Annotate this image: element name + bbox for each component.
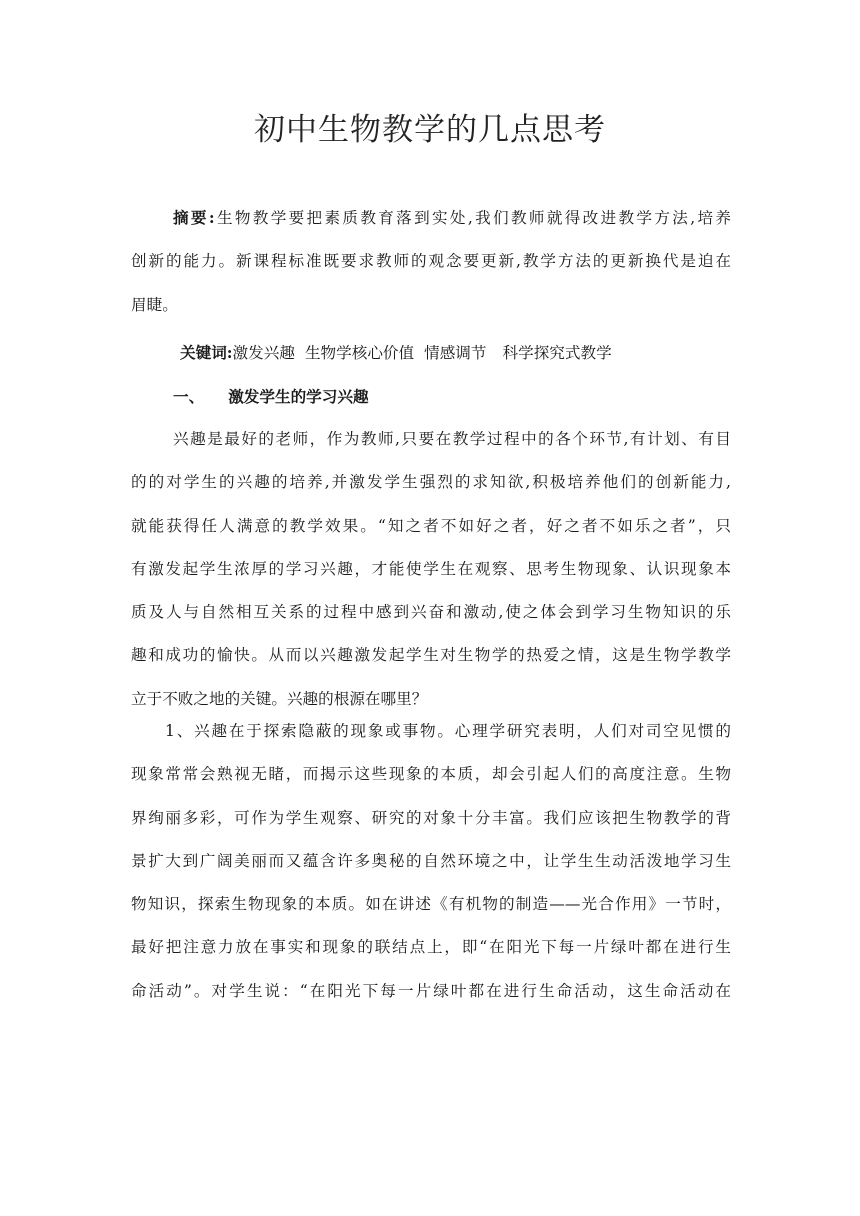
paragraph-line: 兴趣是最好的老师，作为教师,只要在教学过程中的各个环节,有计划、有目 (173, 430, 731, 448)
paragraph-line: 就能获得任人满意的教学效果。“知之者不如好之者，好之者不如乐之者”，只 (131, 516, 731, 535)
section-heading-text: 激发学生的学习兴趣 (228, 387, 369, 406)
paragraph-line: 物知识，探索生物现象的本质。如在讲述《有机物的制造——光合作用》一节时， (131, 895, 731, 914)
abstract-line: 眉睫。 (131, 295, 178, 314)
paragraph-line: 最好把注意力放在事实和现象的联结点上，即“在阳光下每一片绿叶都在进行生 (131, 938, 731, 957)
keywords-label: 关键词: (180, 343, 233, 362)
paragraph-line: 有激发起学生浓厚的学习兴趣，才能使学生在观察、思考生物现象、认识现象本 (131, 559, 731, 578)
body-paragraph-1 (131, 418, 731, 721)
keyword-item: 科学探究式教学 (502, 344, 612, 362)
paragraph-line: 景扩大到广阔美丽而又蕴含许多奥秘的自然环境之中，让学生生动活泼地学习生 (131, 851, 731, 870)
abstract-text: 生物教学要把素质教育落到实处,我们教师就得改进教学方法,培养 (214, 209, 731, 227)
body-paragraph-2 (131, 710, 731, 1013)
abstract-label: 摘要: (173, 208, 215, 227)
section-heading (173, 375, 369, 418)
section-number: 一、 (173, 387, 205, 406)
keyword-item: 激发兴趣 (232, 344, 295, 362)
paragraph-line: 1、兴趣在于探索隐蔽的现象或事物。心理学研究表明，人们对司空见惯的 (165, 722, 731, 740)
paragraph-line: 命活动”。对学生说：“在阳光下每一片绿叶都在进行生命活动，这生命活动在 (131, 981, 731, 1000)
keyword-item: 生物学核心价值 (304, 344, 415, 362)
abstract-line (131, 196, 731, 240)
abstract-paragraph (131, 196, 731, 327)
paragraph-line: 界绚丽多彩，可作为学生观察、研究的对象十分丰富。我们应该把生物教学的背 (131, 808, 731, 827)
keyword-item: 情感调节 (424, 344, 487, 362)
abstract-line: 创新的能力。新课程标准既要求教师的观念要更新,教学方法的更新换代是迫在 (131, 252, 731, 271)
paragraph-line: 立于不败之地的关键。兴趣的根源在哪里？ (131, 689, 428, 708)
document-title: 初中生物教学的几点思考 (254, 112, 606, 148)
paragraph-line: 的的对学生的兴趣的培养,并激发学生强烈的求知欲,积极培养他们的创新能力, (131, 473, 731, 492)
paragraph-line: 质及人与自然相互关系的过程中感到兴奋和激动,使之体会到学习生物知识的乐 (131, 603, 731, 622)
keywords-line (180, 331, 612, 375)
paragraph-line: 趣和成功的愉快。从而以兴趣激发起学生对生物学的热爱之情，这是生物学教学 (131, 646, 731, 665)
paragraph-line: 现象常常会熟视无睹，而揭示这些现象的本质，却会引起人们的高度注意。生物 (131, 765, 731, 784)
